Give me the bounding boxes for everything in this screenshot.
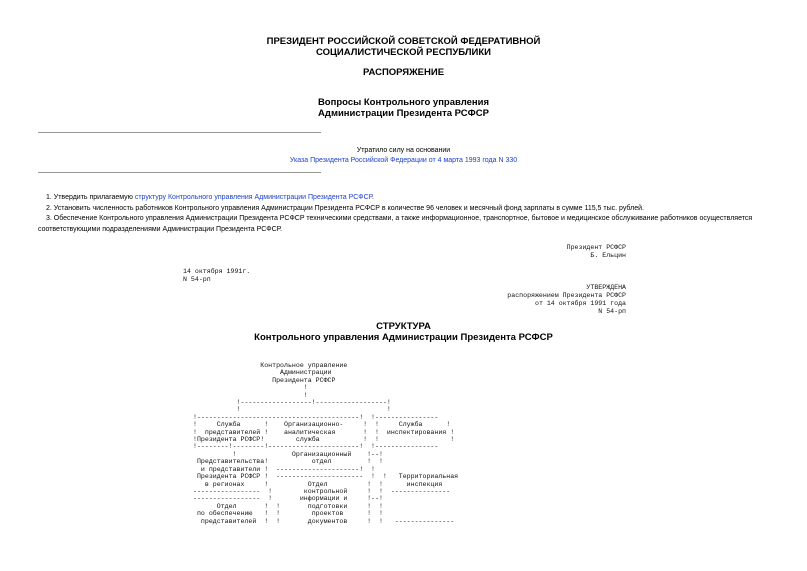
org-structure-diagram: Контрольное управление Администрации Президента РСФСР ! ! !------------------!------------------! ! ! !-----------------------------------------! !---------------- ! Служба ! Организационно- ! ! Служба ! ! представителей ! аналитическая ! ! инспектирования ! !Президента РСФСР! служба ! ! ! !--------!--------!-----------------------! !---------------- ! Организационный !--! Представительства! отдел ! ! и представители ! ---------------------! ! Президента РСФСР ! ---------------------- ! ! Территориальная в регионах ! Отдел ! ! инспекция ----------------- ! контрольной ! ! --------------- ----------------- ! информации и !--! Отдел ! ! подготовки ! ! по обеспечению ! ! проектов ! ! представителей ! ! документов ! ! --------------- bbox=[193, 362, 459, 525]
structure-link[interactable]: структуру Контрольного управления Администрации Президента РСФСР bbox=[134, 194, 372, 201]
paragraph-3 bbox=[38, 214, 778, 235]
repeal-decree-link[interactable]: Указа Президента Российской Федерации от 4 марта 1993 года N 330 bbox=[289, 157, 518, 164]
issuer-title-line1: ПРЕЗИДЕНТ РОССИЙСКОЙ СОВЕТСКОЙ ФЕДЕРАТИВНОЙ bbox=[266, 36, 541, 47]
issuer-title-line2: СОЦИАЛИСТИЧЕСКОЙ РЕСПУБЛИКИ bbox=[315, 47, 492, 58]
approval-number: N 54-рп bbox=[598, 308, 626, 315]
paragraph-1 bbox=[38, 193, 778, 204]
structure-subtitle: Контрольного управления Администрации Президента РСФСР bbox=[254, 332, 553, 343]
signature-position: Президент РСФСР bbox=[566, 244, 626, 251]
document-type: РАСПОРЯЖЕНИЕ bbox=[362, 67, 445, 78]
divider-top bbox=[38, 132, 321, 133]
signature-name: Б. Ельцин bbox=[590, 252, 626, 259]
approval-by: распоряжением Президента РСФСР bbox=[507, 292, 626, 299]
signature-date: 14 октября 1991г. bbox=[183, 268, 251, 275]
paragraph-1-suffix: . bbox=[371, 194, 374, 201]
approval-label: УТВЕРЖДЕНА bbox=[586, 284, 626, 291]
paragraph-2-text: 2. Установить численность работников Контрольного управления Администрации Президента РСФСР в количестве 96 человек и месячный фонд зарплаты в сумме 115,5 тыс. рублей. bbox=[46, 205, 644, 212]
paragraph-1-prefix: 1. Утвердить прилагаемую bbox=[46, 194, 135, 201]
approval-date: от 14 октября 1991 года bbox=[534, 300, 626, 307]
status-text: Утратило силу на основании bbox=[356, 147, 451, 154]
divider-bottom bbox=[38, 172, 321, 173]
paragraph-3-line1: 3. Обеспечение Контрольного управления Администрации Президента РСФСР техническими средствами, а также информационное, транспортное, бытовое и медицинское обслуживание работников осуществляется bbox=[46, 215, 753, 222]
paragraph-2 bbox=[38, 204, 778, 215]
subject-line2: Администрации Президента РСФСР bbox=[318, 108, 489, 119]
signature-number: N 54-рп bbox=[183, 276, 211, 283]
structure-title: СТРУКТУРА bbox=[376, 321, 431, 332]
subject-line1: Вопросы Контрольного управления bbox=[317, 97, 490, 108]
paragraph-3-line2: соответствующими подразделениями Администрации Президента РСФСР. bbox=[38, 225, 282, 233]
